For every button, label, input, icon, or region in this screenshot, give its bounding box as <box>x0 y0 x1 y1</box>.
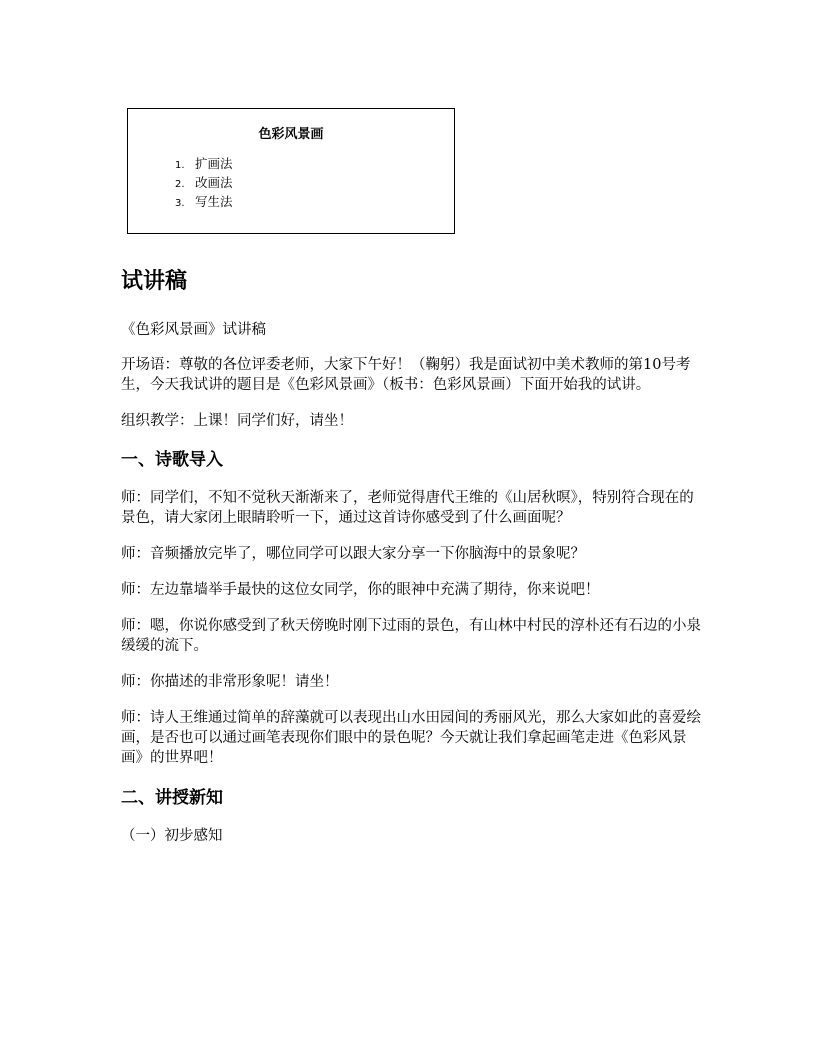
board-list-item <box>175 154 233 173</box>
paragraph: 师：音频播放完毕了，哪位同学可以跟大家分享一下你脑海中的景象呢？ <box>121 546 585 562</box>
list-text: 改画法 <box>195 175 233 190</box>
paragraph: 师：左边靠墙举手最快的这位女同学，你的眼神中充满了期待，你来说吧！ <box>121 582 600 598</box>
document-body <box>121 262 701 846</box>
opening-paragraph: 开场语：尊敬的各位评委老师，大家下午好！（鞠躬）我是面试初中美术教师的第10号考生，今天我试讲的题目是《色彩风景画》（板书：色彩风景画）下面开始我的试讲。 <box>121 357 691 393</box>
organize-paragraph: 组织教学：上课！同学们好，请坐！ <box>121 413 353 429</box>
paragraph: 师：你描述的非常形象呢！请坐！ <box>121 674 339 690</box>
list-text: 写生法 <box>195 194 233 209</box>
document-subtitle: 《色彩风景画》试讲稿 <box>121 322 266 338</box>
document-title: 试讲稿 <box>121 269 188 294</box>
board-title: 色彩风景画 <box>258 127 324 142</box>
section-heading: 一、诗歌导入 <box>121 450 223 470</box>
board-list <box>175 154 233 211</box>
list-number: 3. <box>175 198 185 209</box>
section-heading: 二、讲授新知 <box>121 788 223 808</box>
subsection-heading: （一）初步感知 <box>121 828 223 844</box>
blackboard-design-box <box>127 108 455 234</box>
board-list-item <box>175 173 233 192</box>
list-number: 1. <box>175 160 185 171</box>
paragraph: 师：嗯，你说你感受到了秋天傍晚时刚下过雨的景色，有山林中村民的淳朴还有石边的小泉缓缓的流下。 <box>121 618 701 654</box>
paragraph: 师：同学们，不知不觉秋天渐渐来了，老师觉得唐代王维的《山居秋暝》，特别符合现在的景色，请大家闭上眼睛聆听一下，通过这首诗你感受到了什么画面呢？ <box>121 490 694 526</box>
paragraph: 师：诗人王维通过简单的辞藻就可以表现出山水田园间的秀丽风光，那么大家如此的喜爱绘画，是否也可以通过画笔表现你们眼中的景色呢？今天就让我们拿起画笔走进《色彩风景画》的世界吧！ <box>121 710 701 766</box>
list-number: 2. <box>175 179 185 190</box>
board-list-item <box>175 192 233 211</box>
list-text: 扩画法 <box>195 156 233 171</box>
